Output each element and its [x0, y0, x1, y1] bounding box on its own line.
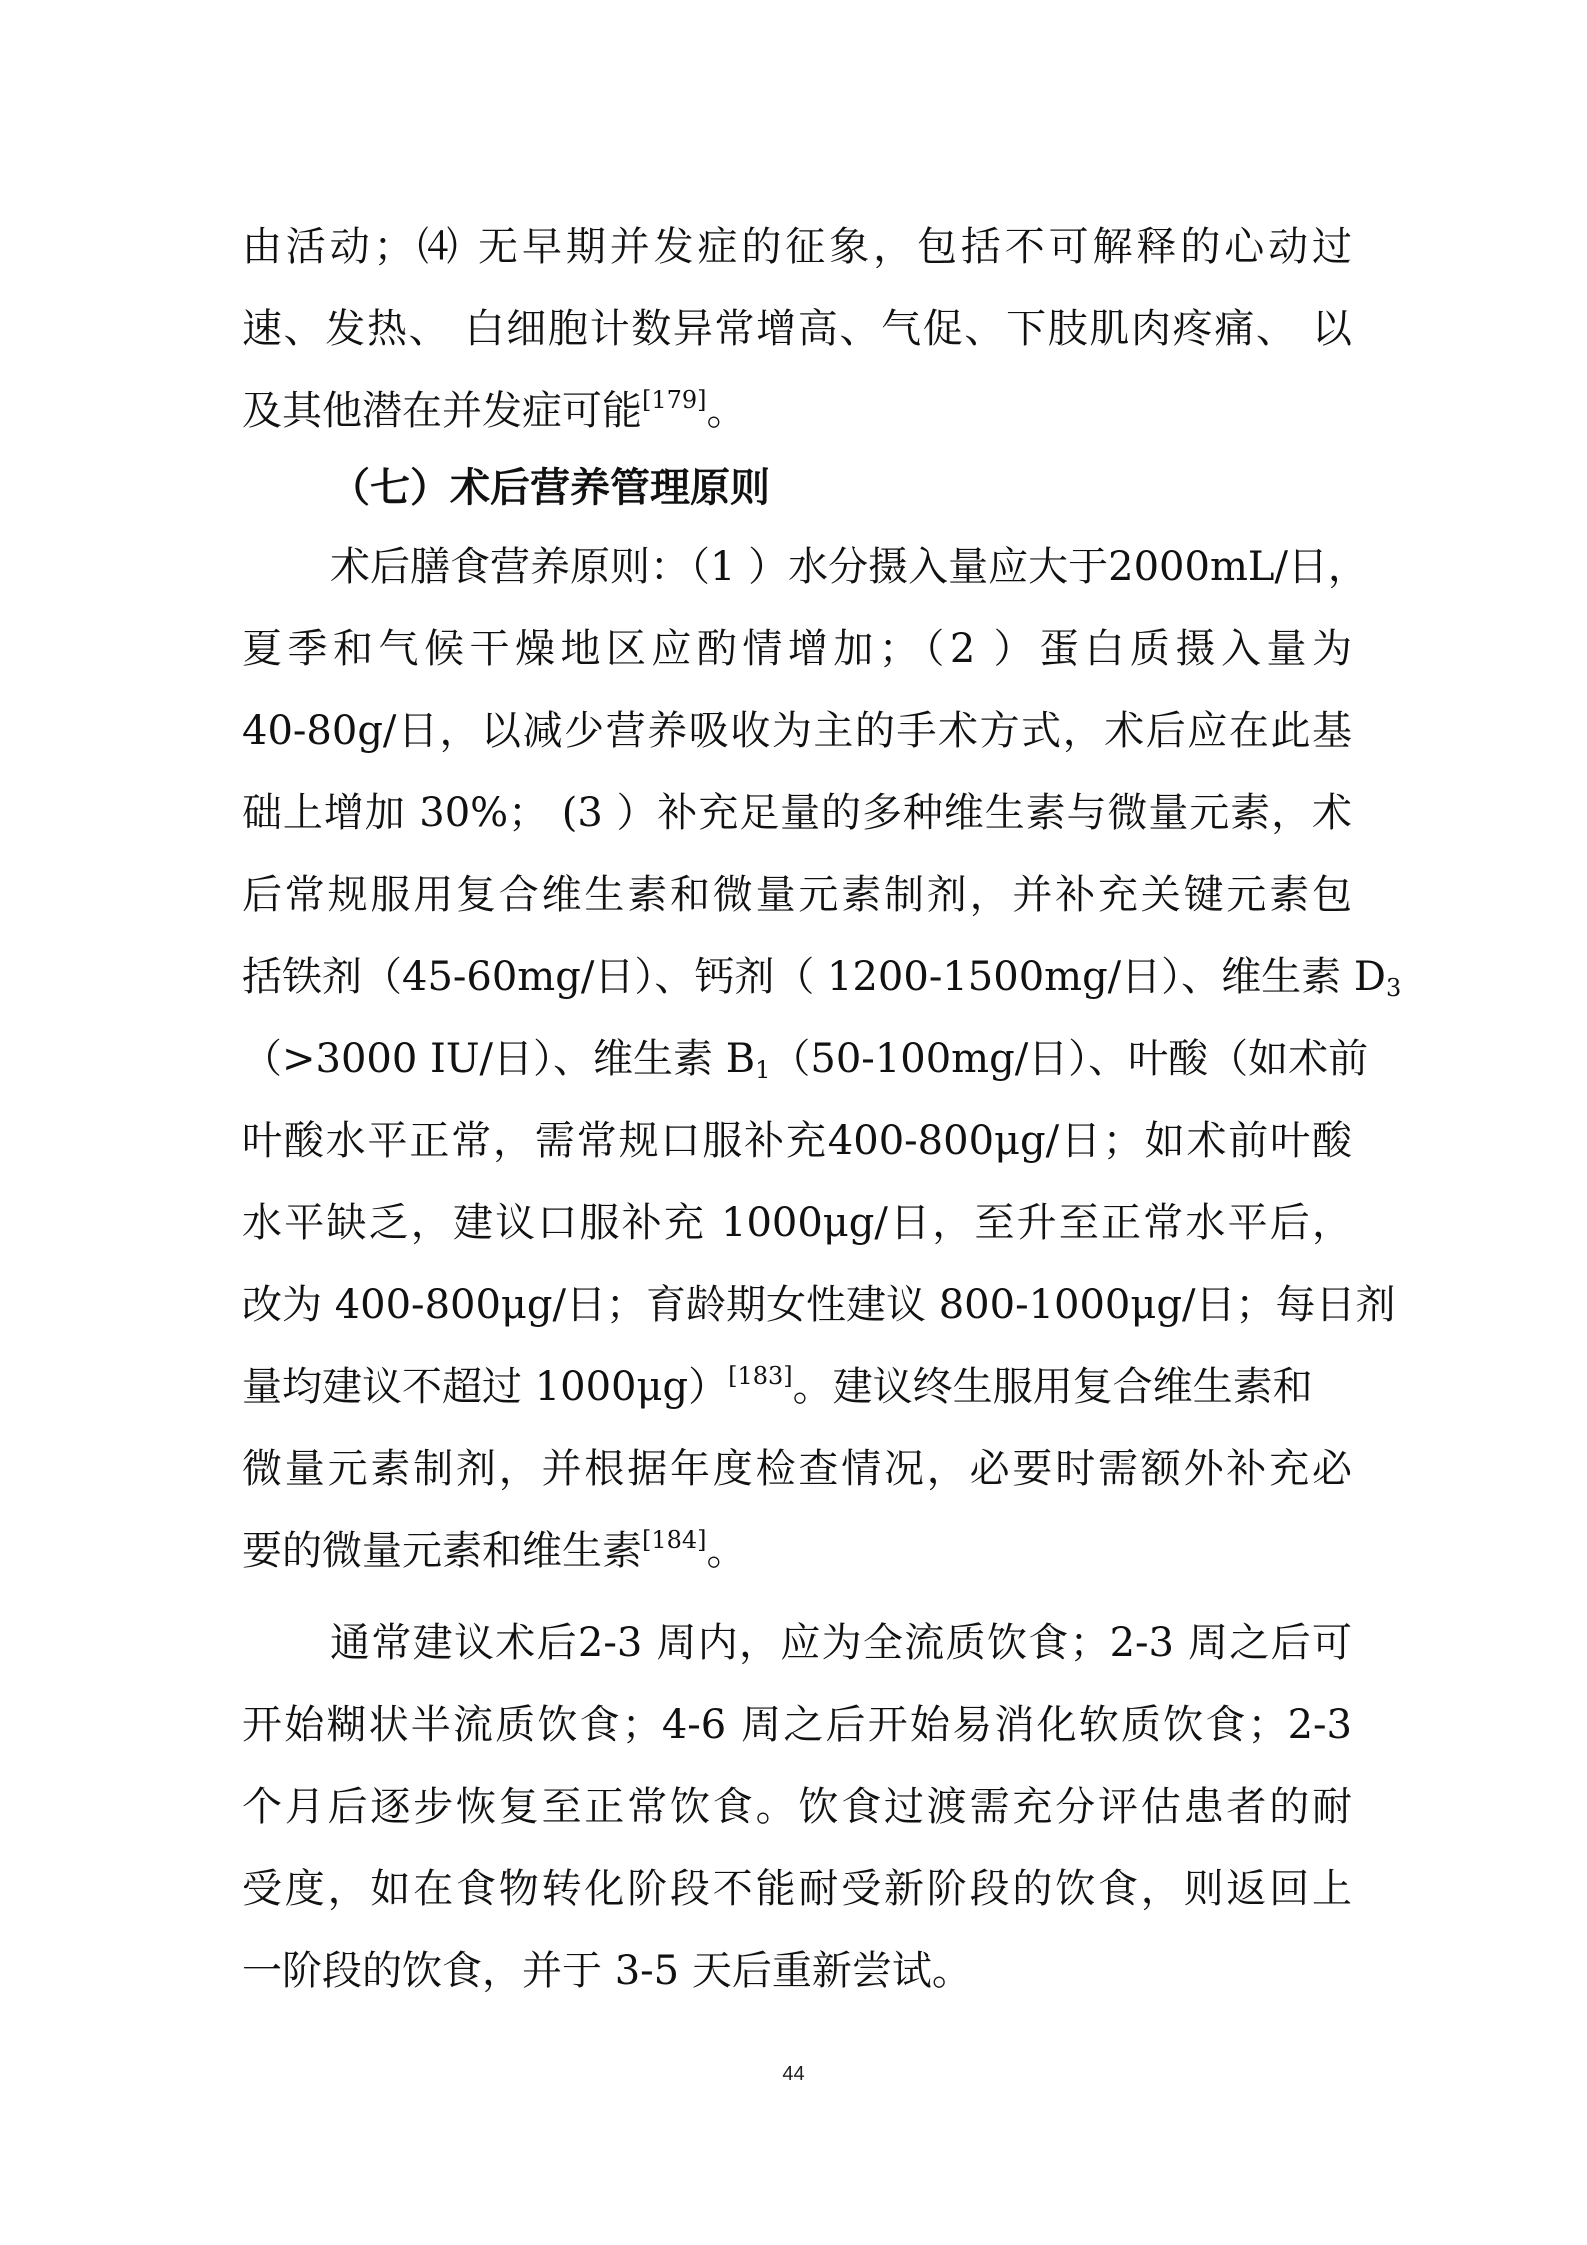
body-text-line: 水平缺乏，建议口服补充 1000μg/日，至升至正常水平后，: [242, 1200, 1352, 1246]
body-text-line: 通常建议术后2-3 周内，应为全流质饮食；2-3 周之后可: [330, 1620, 1352, 1666]
punctuation: 。: [706, 1528, 747, 1574]
body-text-line: 40-80g/日，以减少营养吸收为主的手术方式，术后应在此基: [242, 708, 1352, 754]
body-text-line: 由活动；⑷ 无早期并发症的征象，包括不可解释的心动过: [242, 224, 1352, 270]
citation-179: [179]: [642, 386, 707, 414]
body-text-line: 叶酸水平正常，需常规口服补充400-800μg/日；如术前叶酸: [242, 1118, 1352, 1164]
text-segment: （>3000 IU/日）、维生素 B: [242, 1036, 756, 1082]
body-text-line: [242, 1362, 1352, 1412]
body-text-line: 夏季和气候干燥地区应酌情增加；（2 ）蛋白质摄入量为: [242, 626, 1352, 672]
subscript-3: 3: [1385, 974, 1402, 1002]
body-text-line: 一阶段的饮食，并于 3-5 天后重新尝试。: [242, 1948, 972, 1994]
section-heading: （七）术后营养管理原则: [330, 464, 770, 511]
page-number: 44: [782, 2063, 805, 2085]
text-segment: （50-100mg/日）、叶酸（如术前: [770, 1036, 1369, 1082]
text-segment: 括铁剂（45-60mg/日）、钙剂（ 1200-1500mg/日）、维生素 D: [242, 954, 1386, 1000]
text-segment: 要的微量元素和维生素: [242, 1528, 642, 1574]
citation-183: [183]: [728, 1362, 793, 1390]
citation-184: [184]: [642, 1526, 707, 1554]
body-text-line: 改为 400-800μg/日；育龄期女性建议 800-1000μg/日；每日剂: [242, 1282, 1396, 1328]
body-text-line: [242, 952, 1402, 1002]
body-text-line: 微量元素制剂，并根据年度检查情况，必要时需额外补充必: [242, 1446, 1352, 1492]
body-text-line: [242, 1034, 1369, 1084]
text-segment: 及其他潜在并发症可能: [242, 388, 642, 434]
text-segment: 。建议终生服用复合维生素和: [792, 1364, 1313, 1410]
body-text-line: 术后膳食营养原则：（1 ）水分摄入量应大于2000mL/日，: [330, 544, 1368, 590]
body-text-line: 后常规服用复合维生素和微量元素制剂，并补充关键元素包: [242, 872, 1352, 918]
subscript-1: 1: [755, 1056, 771, 1084]
body-text-line: 受度，如在食物转化阶段不能耐受新阶段的饮食，则返回上: [242, 1866, 1352, 1912]
body-text-line: 开始糊状半流质饮食；4-6 周之后开始易消化软质饮食；2-3: [242, 1702, 1352, 1748]
body-text-line: [242, 386, 1352, 436]
body-text-line: [242, 1526, 1352, 1576]
text-segment: 量均建议不超过 1000μg）: [242, 1364, 729, 1410]
body-text-line: 础上增加 30%； (3 ）补充足量的多种维生素与微量元素，术: [242, 790, 1352, 836]
punctuation: 。: [706, 388, 747, 434]
body-text-line: 个月后逐步恢复至正常饮食。饮食过渡需充分评估患者的耐: [242, 1784, 1352, 1830]
body-text-line: 速、发热、 白细胞计数异常增高、气促、下肢肌肉疼痛、 以: [242, 306, 1352, 352]
